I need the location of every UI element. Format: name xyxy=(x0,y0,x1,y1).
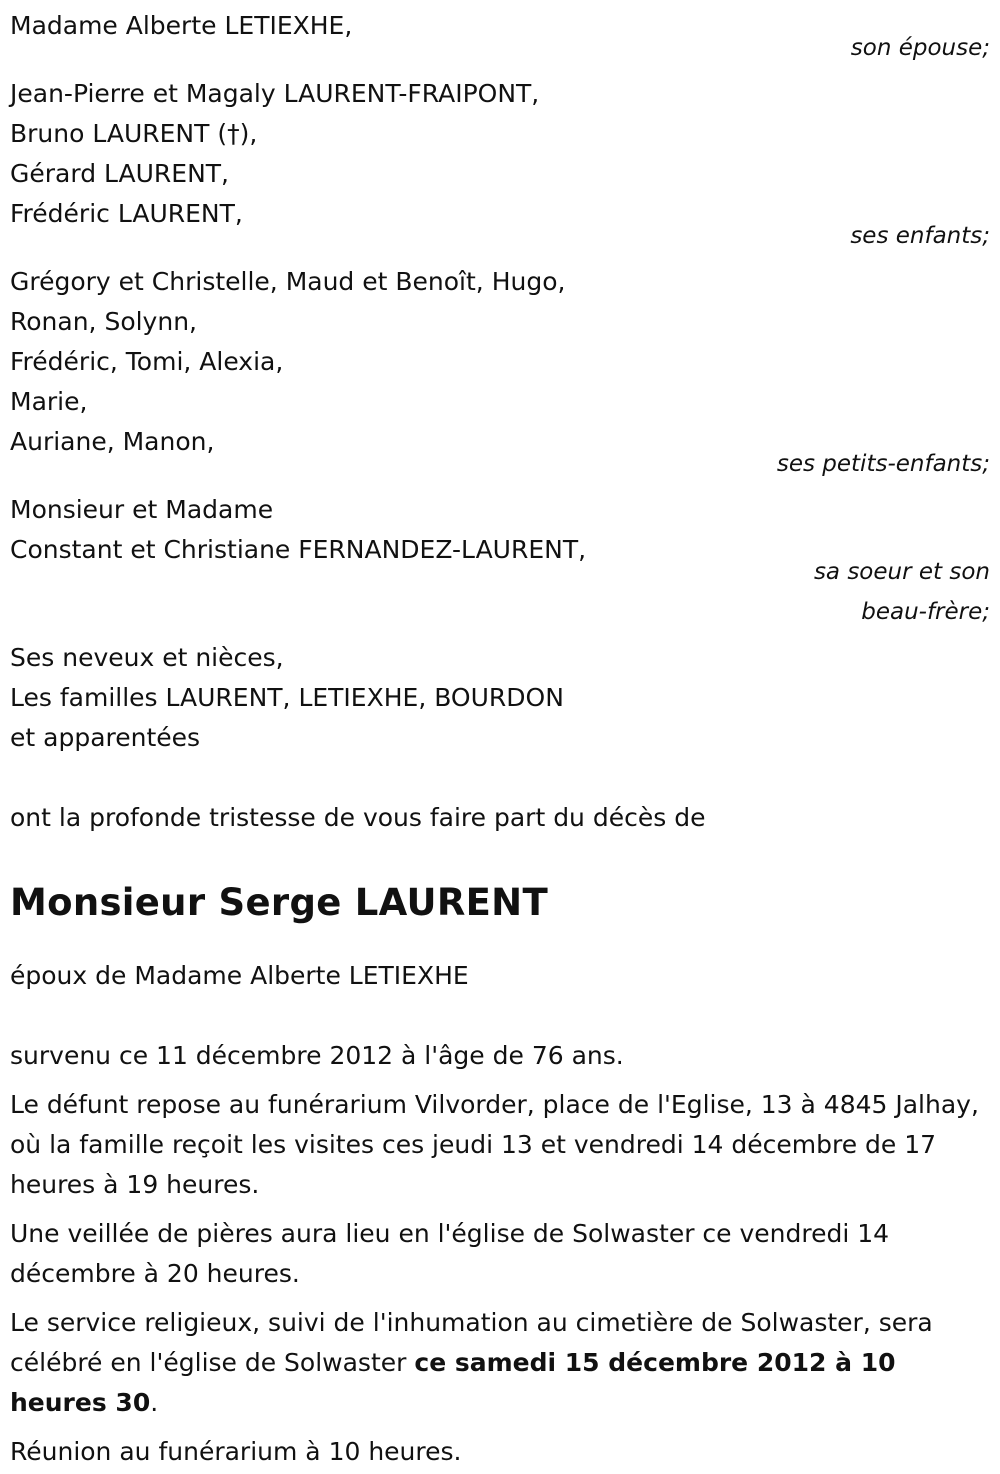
role-label: son épouse; xyxy=(850,35,990,61)
family-line: Gérard LAURENT, xyxy=(10,159,229,188)
family-line: Auriane, Manon, xyxy=(10,427,215,456)
role-label: ses petits-enfants; xyxy=(776,451,990,477)
family-line: Les familles LAURENT, LETIEXHE, BOURDON xyxy=(10,683,564,712)
family-line: Constant et Christiane FERNANDEZ-LAURENT, xyxy=(10,535,587,564)
role-label: ses enfants; xyxy=(850,223,990,249)
role-label-line: beau-frère; xyxy=(861,599,990,625)
rest-place-text: Le défunt repose au funérarium Vilvorder, place de l'Eglise, 13 à 4845 Jalhay, où la famille reçoit les visites ces jeudi 13 et vendredi 14 décembre de 17 heures à 19 heures. xyxy=(10,1090,979,1199)
spouse-of-text: époux de Madame Alberte LETIEXHE xyxy=(10,961,469,990)
announcement-text: ont la profonde tristesse de vous faire part du décès de xyxy=(10,803,706,832)
service-text xyxy=(10,1303,990,1423)
children-group xyxy=(10,74,990,256)
family-line: Madame Alberte LETIEXHE, xyxy=(10,11,353,40)
extended-family-group xyxy=(10,638,990,758)
service-time: ce samedi 15 décembre 2012 à 10 heures 30 xyxy=(10,1348,896,1417)
family-line: Frédéric LAURENT, xyxy=(10,199,243,228)
family-line: Marie, xyxy=(10,387,88,416)
family-line: Ses neveux et nièces, xyxy=(10,643,284,672)
family-line: Ronan, Solynn, xyxy=(10,307,197,336)
date-age-text: survenu ce 11 décembre 2012 à l'âge de 76 ans. xyxy=(10,1041,624,1070)
meeting-text: Réunion au funérarium à 10 heures. xyxy=(10,1437,462,1466)
family-line: Frédéric, Tomi, Alexia, xyxy=(10,347,284,376)
deceased-name: Monsieur Serge LAURENT xyxy=(10,881,548,924)
role-label-line: sa soeur et son xyxy=(813,559,990,585)
spouse-group xyxy=(10,6,990,68)
family-line: Monsieur et Madame xyxy=(10,495,274,524)
family-line: Bruno LAURENT (†), xyxy=(10,119,258,148)
family-line: Grégory et Christelle, Maud et Benoît, Hugo, xyxy=(10,267,566,296)
service-end: . xyxy=(150,1388,159,1417)
family-line: Jean-Pierre et Magaly LAURENT-FRAIPONT, xyxy=(10,79,540,108)
grandchildren-group xyxy=(10,262,990,484)
sibling-group xyxy=(10,490,990,632)
vigil-text: Une veillée de pières aura lieu en l'église de Solwaster ce vendredi 14 décembre à 20 heures. xyxy=(10,1219,890,1288)
family-line: et apparentées xyxy=(10,723,201,752)
service-intro: Le service religieux, suivi de l'inhumation au cimetière de Solwaster, sera célébré en l'église de Solwaster xyxy=(10,1308,933,1377)
